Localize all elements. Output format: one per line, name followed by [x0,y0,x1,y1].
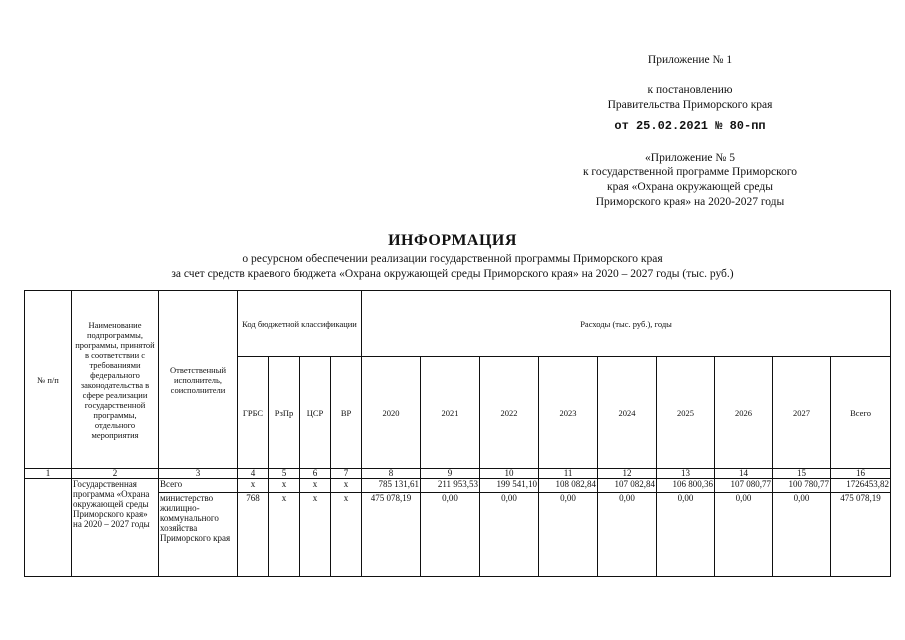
to-program-label: к государственной программе Приморского [582,166,798,178]
appendix-label: Приложение № 1 [647,54,733,66]
code-cell: x [269,493,300,577]
value-cell: 199 541,10 [480,479,539,493]
col-number: 6 [300,469,331,479]
col-header-year: 2025 [657,357,715,469]
total-cell: 1726453,82 [831,479,891,493]
table-row [25,479,891,493]
code-cell: x [331,493,362,577]
col-number: 16 [831,469,891,479]
col-header-year: 2020 [362,357,421,469]
col-header-total: Всего [831,357,891,469]
col-number: 7 [331,469,362,479]
col-number: 14 [715,469,773,479]
value-cell: 0,00 [480,493,539,577]
value-cell: 100 780,77 [773,479,831,493]
col-number: 4 [238,469,269,479]
code-cell: x [300,493,331,577]
col-header-csr: ЦСР [300,357,331,469]
code-cell: 768 [238,493,269,577]
resource-table [24,290,891,577]
col-number: 2 [72,469,159,479]
col-number: 3 [159,469,238,479]
value-cell: 107 080,77 [715,479,773,493]
col-header-year: 2023 [539,357,598,469]
value-cell: 211 953,53 [421,479,480,493]
program-name-line-1: края «Охрана окружающей среды [607,181,773,193]
row-number-cell [25,479,72,577]
code-cell: x [269,479,300,493]
title-line-2: за счет средств краевого бюджета «Охрана окружающей среды Приморского края» на 2020 – 2027 годы (тыс. руб.) [171,268,734,280]
program-name-cell: Государственная программа «Охрана окружающей среды Приморского края» на 2020 – 2027 годы [72,479,159,577]
quote-appendix-label: «Приложение № 5 [645,152,735,164]
col-header-expenses: Расходы (тыс. руб.), годы [362,291,891,357]
code-cell: x [300,479,331,493]
col-header-year: 2021 [421,357,480,469]
col-number: 1 [25,469,72,479]
col-header-number: № п/п [25,291,72,469]
col-header-executor: Ответственный исполнитель, соисполнители [159,291,238,469]
code-cell: x [331,479,362,493]
col-header-year: 2027 [773,357,831,469]
col-header-year: 2024 [598,357,657,469]
value-cell: 106 800,36 [657,479,715,493]
col-header-vr: ВР [331,357,362,469]
value-cell: 475 078,19 [362,493,421,577]
col-number: 5 [269,469,300,479]
program-name-line-2: Приморского края» на 2020-2027 годы [595,196,785,208]
value-cell: 0,00 [657,493,715,577]
code-cell: x [238,479,269,493]
value-cell: 0,00 [539,493,598,577]
col-number: 8 [362,469,421,479]
col-number: 11 [539,469,598,479]
executor-cell: Всего [159,479,238,493]
col-number: 12 [598,469,657,479]
col-number: 13 [657,469,715,479]
value-cell: 0,00 [421,493,480,577]
col-header-budget-code: Код бюджетной классификации [238,291,362,357]
col-header-grbs: ГРБС [238,357,269,469]
government-label: Правительства Приморского края [607,99,773,111]
col-header-name: Наименование подпрограммы, программы, принятой в соответствии с требованиями федерального законодательства в сфере реализации государственной программы, отдельного мероприятия [72,291,159,469]
value-cell: 107 082,84 [598,479,657,493]
col-number: 15 [773,469,831,479]
total-cell: 475 078,19 [831,493,891,577]
value-cell: 0,00 [598,493,657,577]
col-number: 9 [421,469,480,479]
decree-stamp: от 25.02.2021 № 80-пп [614,119,766,133]
value-cell: 0,00 [715,493,773,577]
value-cell: 108 082,84 [539,479,598,493]
to-resolution-label: к постановлению [647,84,733,96]
col-header-rzpr: РзПр [269,357,300,469]
col-header-year: 2022 [480,357,539,469]
value-cell: 0,00 [773,493,831,577]
title-line-1: о ресурсном обеспечении реализации государственной программы Приморского края [242,253,663,265]
value-cell: 785 131,61 [362,479,421,493]
col-header-year: 2026 [715,357,773,469]
executor-cell: министерство жилищно-коммунального хозяйства Приморского края [159,493,238,577]
col-number: 10 [480,469,539,479]
document-title: ИНФОРМАЦИЯ [388,232,517,249]
